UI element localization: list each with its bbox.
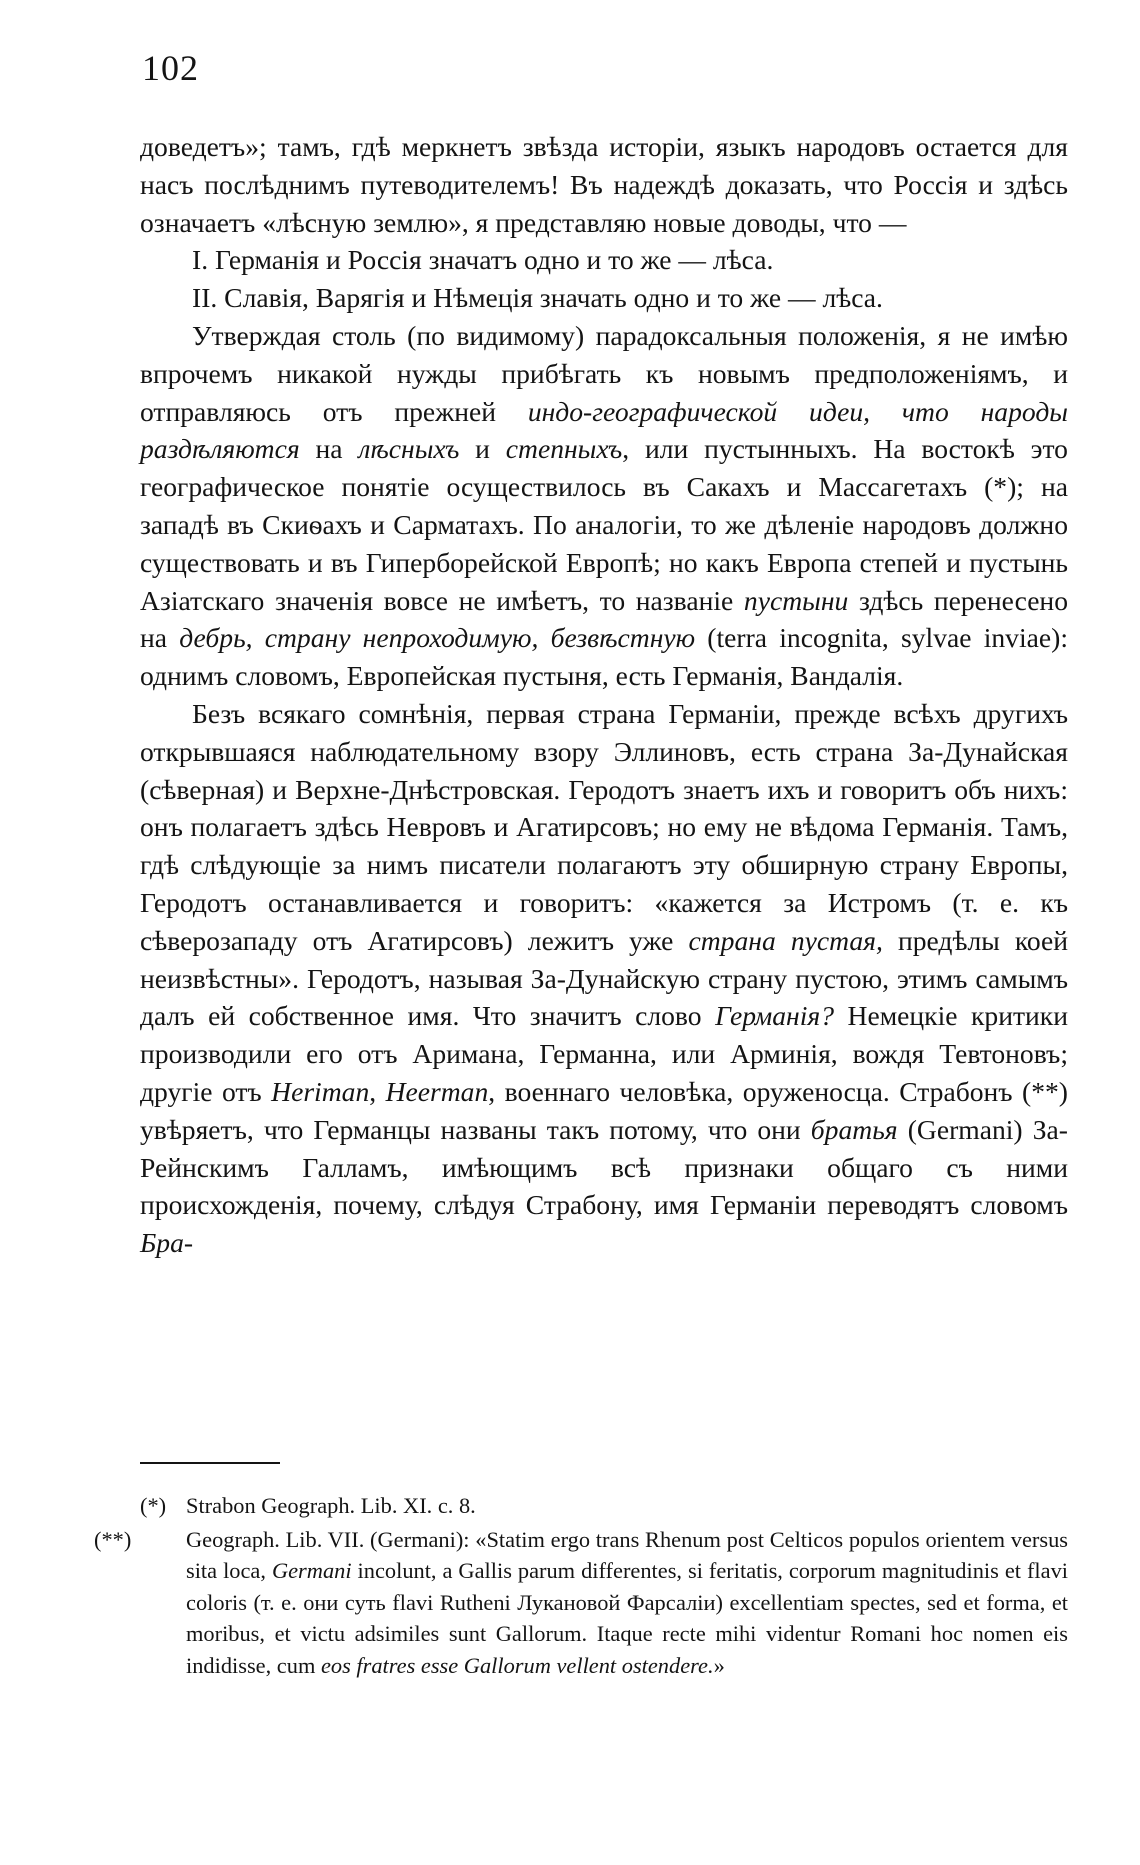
text-run: Безъ всякаго сомнѣнія, первая страна Германіи, прежде всѣхъ другихъ открывшаяся наблюдательному взору Эллиновъ, есть страна За-Дунайская (сѣверная) и Верхне-Днѣстровская. Геродотъ знаетъ ихъ и говоритъ объ нихъ: онъ полагаетъ здѣсь Невровъ и Агатирсовъ; но ему не вѣдома Германія. Тамъ, гдѣ слѣдующіе за нимъ писатели полагаютъ эту обширную страну Европы, Геродотъ останавливается и говоритъ: «кажется за Истромъ (т. е. къ сѣверозападу отъ Агатирсовъ) лежитъ уже: [140, 697, 1068, 956]
text-run: на: [299, 433, 359, 465]
footnote-2: [94, 1524, 1068, 1682]
text-run: , или пустынныхъ. На востокѣ это географическое понятіе осуществилось въ Сакахъ и Массагетахъ (*); на западѣ въ Скиѳахъ и Сарматахъ. По аналогіи, то же дѣленіе народовъ должно существовать и въ Гиперборейской Европѣ; но какъ Европа степей и пустынь Азіатскаго значенія вовсе не имѣетъ, то названіе: [140, 433, 1068, 616]
text-run: здѣсь перенесено на: [140, 584, 1068, 654]
italic-phrase: Бра-: [140, 1227, 194, 1259]
text-run: ,: [369, 1075, 386, 1107]
italic-phrase: братья: [810, 1113, 898, 1145]
footnote-text: Geograph. Lib. VII. (Germani): «Statim ergo trans Rhenum post Celticos populos orientem versus sita loca,: [186, 1526, 1068, 1583]
list-item-2: II. Славія, Варягія и Нѣмеція значать одно и то же — лѣса.: [192, 282, 883, 314]
paragraph-1: доведетъ»; тамъ, гдѣ меркнетъ звѣзда исторіи, языкъ народовъ остается для насъ послѣднимъ путеводителемъ! Въ надеждѣ доказать, что Россія и здѣсь означаетъ «лѣсную землю», я представляю новые доводы, что —: [140, 131, 1068, 238]
footnote-text: »: [713, 1652, 725, 1678]
list-item-1: I. Германія и Россія значатъ одно и то же — лѣса.: [192, 244, 774, 276]
footnote-divider: [140, 1462, 280, 1464]
text-run: , военнаго человѣка, оруженосца. Страбонъ (**) увѣряетъ, что Германцы названы такъ потому, что они: [140, 1075, 1068, 1145]
text-run: и: [459, 433, 506, 465]
italic-phrase: страна пустая,: [688, 924, 883, 956]
text-run: (terra incognita, sylvae inviae): однимъ словомъ, Европейская пустыня, есть Германія, Вандалія.: [140, 622, 1069, 692]
italic-phrase: пустыни: [743, 584, 849, 616]
footnote-1: [140, 1490, 1068, 1522]
footnote-marker: (**): [94, 1526, 132, 1552]
footnote-text: incolunt, a Gallis parum differentes, si feritatis, corporum magnitudinis et flavi coloris (т. е. они суть flavi Rutheni Лукановой Фарсаліи) excellentiam spectes, sed et forma, et moribus, et victu adsimiles sunt Gallorum. Itaque recte mihi videntur Romani hoc nomen eis indidisse, cum: [186, 1558, 1068, 1678]
footnotes: [94, 1490, 1068, 1683]
paragraph-3: [140, 695, 1068, 1262]
italic-phrase: индо-географической идеи, что народы раздѣляются: [140, 395, 1068, 465]
italic-phrase: Германія?: [715, 1000, 835, 1032]
page-number: 102: [142, 48, 199, 88]
text-run: (Germani) За-Рейнскимъ Галламъ, имѣющимъ всѣ признаки общаго съ ними происхожденія, почему, слѣдуя Страбону, имя Германіи переводятъ словомъ: [140, 1113, 1068, 1221]
italic-phrase: Germani: [271, 1558, 352, 1583]
text-run: предѣлы коей неизвѣстны». Геродотъ, называя За-Дунайскую страну пустою, этимъ самымъ далъ ей собственное имя. Что значитъ слово: [140, 924, 1068, 1032]
italic-phrase: Heerman: [385, 1075, 489, 1107]
footnote-marker: (*): [140, 1493, 167, 1518]
paragraph-2: [140, 317, 1068, 695]
italic-phrase: Heriman: [271, 1075, 370, 1107]
main-text: [140, 128, 1068, 1262]
text-run: Немецкіе критики производили его отъ Аримана, Германна, или Арминія, вождя Тевтоновъ; другіе отъ: [140, 1000, 1068, 1107]
italic-phrase: лѣсныхъ: [358, 433, 460, 465]
italic-phrase: степныхъ: [505, 433, 623, 465]
text-run: Утверждая столь (по видимому) парадоксальныя положенія, я не имѣю впрочемъ никакой нужды прибѣгать къ новымъ предположеніямъ, и отправляюсь отъ прежней: [140, 319, 1068, 427]
footnote-text: Strabon Geograph. Lib. XI. c. 8.: [186, 1493, 476, 1518]
italic-phrase: eos fratres esse Gallorum vellent ostendere.: [320, 1652, 714, 1678]
italic-phrase: дебрь, страну непроходимую, безвѣстную: [179, 622, 696, 654]
